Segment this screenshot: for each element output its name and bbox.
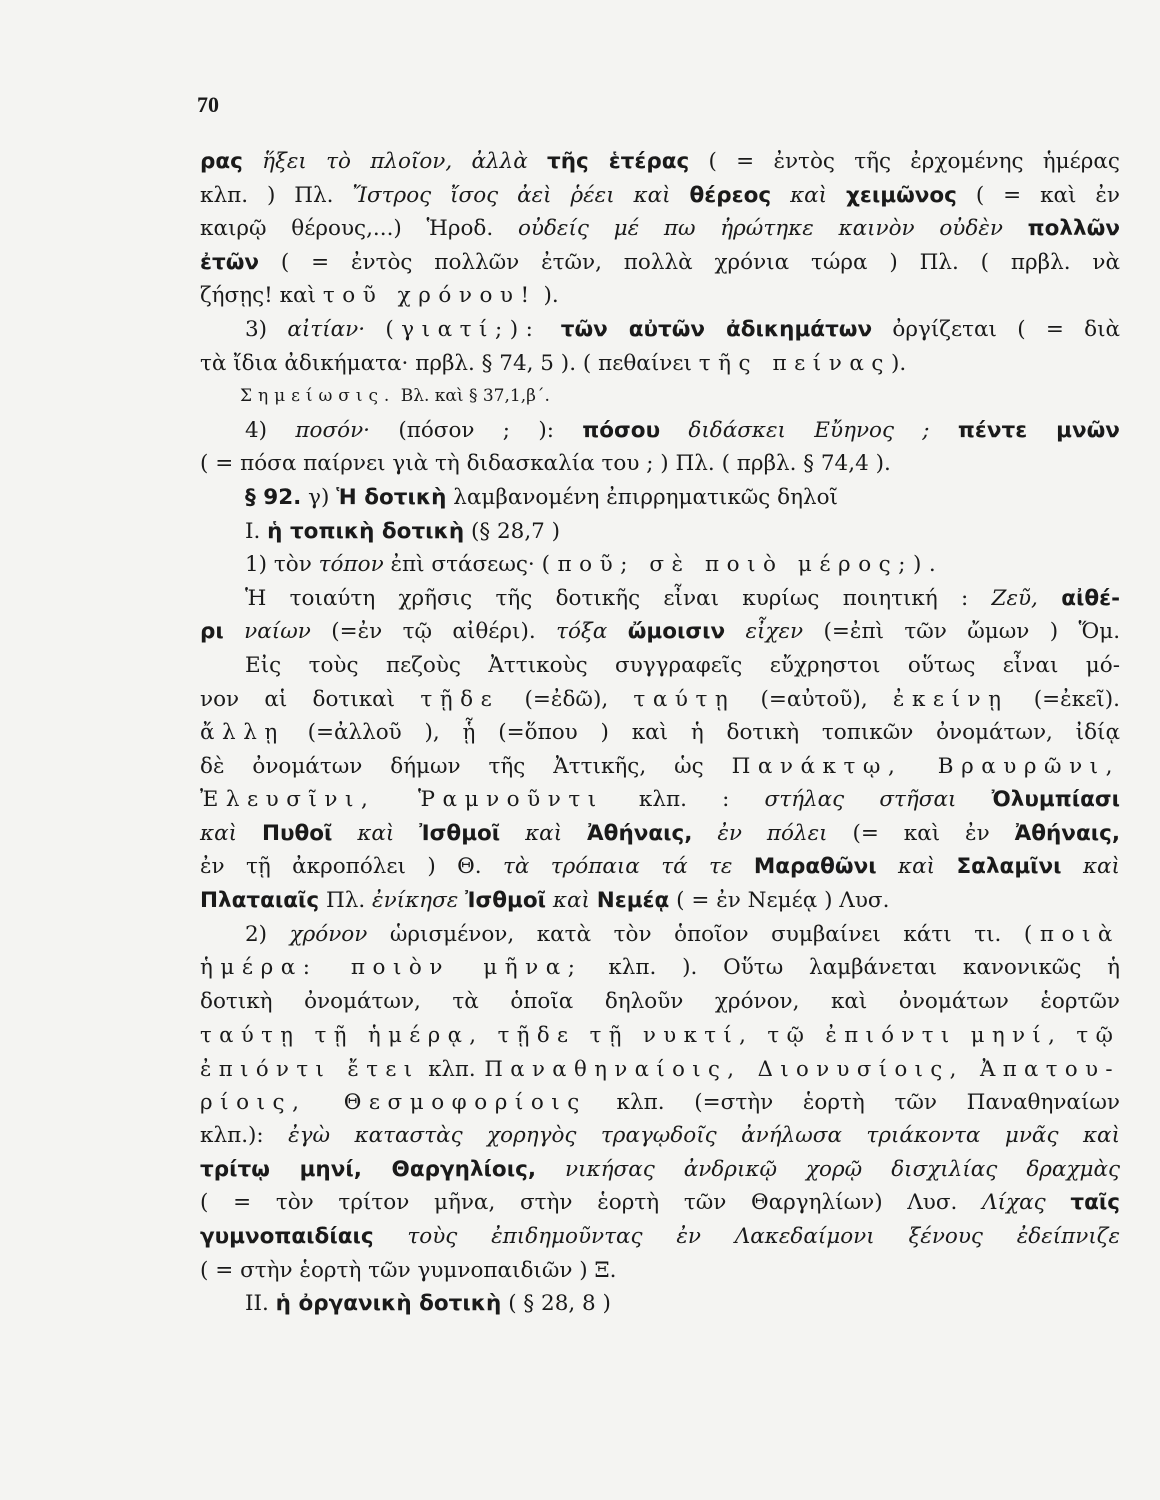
text-line: ρας ἥξει τὸ πλοῖον, ἀλλὰ τῆς ἑτέρας ( = ἐντὸς τῆς ἐρχομένης ἡμέρας bbox=[200, 149, 1120, 174]
text-line: ἄλλῃ (=ἀλλοῦ ), ᾗ (=ὅπου ) καὶ ἡ δοτικὴ τοπικῶν ὀνομάτων, ἰδίᾳ bbox=[200, 720, 1120, 746]
text-line: δὲ ὀνομάτων δήμων τῆς Ἀττικῆς, ὡς Πανάκτῳ, Βραυρῶνι, bbox=[200, 753, 1120, 779]
text-line: ἐτῶν ( = ἐντὸς πολλῶν ἐτῶν, πολλὰ χρόνια τώρα ) Πλ. ( πρβλ. νὰ bbox=[200, 249, 1120, 275]
text-line: νον αἱ δοτικαὶ τῇδε (=ἐδῶ), ταύτῃ (=αὐτοῦ), ἐκείνῃ (=ἐκεῖ). bbox=[200, 686, 1120, 712]
body-text bbox=[200, 145, 1120, 1321]
text-line: τρίτῳ μηνί, Θαργηλίοις, νικήσας ἀνδρικῷ χορῷ δισχιλίας δραχμὰς bbox=[200, 1156, 1120, 1182]
text-line: ( = πόσα παίρνει γιὰ τὴ διδασκαλία του ; ) Πλ. ( πρβλ. § 74,4 ). bbox=[200, 451, 891, 477]
text-line: 3) αἰτίαν· (γιατί;): τῶν αὐτῶν ἀδικημάτων ὀργίζεται ( = διὰ bbox=[245, 316, 1121, 342]
subsection-heading: ΙΙ. ἡ ὀργανικὴ δοτικὴ ( § 28, 8 ) bbox=[245, 1291, 611, 1317]
text-line: κλπ. ) Πλ. Ἴστρος ἴσος ἀεὶ ῥέει καὶ θέρεος καὶ χειμῶνος ( = καὶ ἐν bbox=[200, 182, 1120, 208]
text-line: ( = τὸν τρίτον μῆνα, στὴν ἑορτὴ τῶν Θαργηλίων) Λυσ. Λίχας ταῖς bbox=[200, 1190, 1120, 1216]
subsection-heading: Ι. ἡ τοπικὴ δοτικὴ (§ 28,7 ) bbox=[245, 518, 561, 544]
text-line: ρι ναίων (=ἐν τῷ αἰθέρι). τόξα ὤμοισιν εἶχεν (=ἐπὶ τῶν ὤμων ) Ὅμ. bbox=[200, 619, 1121, 645]
text-line: ( = στὴν ἑορτὴ τῶν γυμνοπαιδιῶν ) Ξ. bbox=[200, 1257, 617, 1283]
text-line: Πλαταιαῖς Πλ. ἐνίκησε Ἰσθμοῖ καὶ Νεμέᾳ ( = ἐν Νεμέᾳ ) Λυσ. bbox=[200, 888, 890, 914]
section-heading: § 92. γ) Ἡ δοτικὴ λαμβανομένη ἐπιρρηματικῶς δηλοῖ bbox=[245, 484, 838, 510]
text-line: 1) τὸν τόπον ἐπὶ στάσεως· (ποῦ; σὲ ποιὸ μέρος;). bbox=[245, 552, 944, 578]
text-line: ζήσῃς! καὶ τοῦ χρόνου! ). bbox=[200, 283, 559, 309]
text-line: ἐν τῇ ἀκροπόλει ) Θ. τὰ τρόπαια τά τε Μαραθῶνι καὶ Σαλαμῖνι καὶ bbox=[200, 854, 1120, 880]
text-line: κλπ.): ἐγὼ καταστὰς χορηγὸς τραγῳδοῖς ἀνήλωσα τριάκοντα μνᾶς καὶ bbox=[200, 1123, 1120, 1149]
text-line: δοτικὴ ὀνομάτων, τὰ ὁποῖα δηλοῦν χρόνον, καὶ ὀνομάτων ἑορτῶν bbox=[200, 988, 1120, 1014]
text-line: ρίοις, Θεσμοφορίοις κλπ. (=στὴν ἑορτὴ τῶν Παναθηναίων bbox=[200, 1089, 1120, 1115]
text-line: γυμνοπαιδίαις τοὺς ἐπιδημοῦντας ἐν Λακεδαίμονι ξένους ἐδείπνιζε bbox=[200, 1224, 1120, 1249]
text-line: Ἡ τοιαύτη χρῆσις τῆς δοτικῆς εἶναι κυρίως ποιητική : Ζεῦ, αἰθέ- bbox=[245, 585, 1120, 611]
text-line: καὶ Πυθοῖ καὶ Ἰσθμοῖ καὶ Ἀθήναις, ἐν πόλει (= καὶ ἐν Ἀθήναις, bbox=[200, 820, 1120, 846]
text-line: Ἐλευσῖνι, Ῥαμνοῦντι κλπ. : στήλας στῆσαι Ὀλυμπίασι bbox=[200, 787, 1120, 813]
text-line: ἐπιόντι ἔτει κλπ. Παναθηναίοις, Διονυσίοις, Ἀπατου- bbox=[200, 1056, 1120, 1082]
text-line: 2) χρόνον ὡρισμένον, κατὰ τὸν ὁποῖον συμβαίνει κάτι τι. (ποιὰ bbox=[245, 921, 1120, 947]
text-line: 4) ποσόν· (πόσον ; ): πόσου διδάσκει Εὔηνος ; πέντε μνῶν bbox=[245, 417, 1120, 443]
text-line: τὰ ἴδια ἀδικήματα· πρβλ. § 74, 5 ). ( πεθαίνει τῆς πείνας). bbox=[200, 350, 907, 376]
text-line: ἡμέρα: ποιὸν μῆνα; κλπ. ). Οὕτω λαμβάνεται κανονικῶς ἡ bbox=[200, 955, 1120, 981]
text-line: Εἰς τοὺς πεζοὺς Ἀττικοὺς συγγραφεῖς εὔχρηστοι οὕτως εἶναι μό- bbox=[245, 652, 1120, 678]
text-line: ταύτῃ τῇ ἡμέρᾳ, τῇδε τῇ νυκτί, τῷ ἐπιόντι μηνί, τῷ bbox=[200, 1022, 1121, 1048]
text-line: καιρῷ θέρους,...) Ἡροδ. οὐδείς μέ πω ἠρώτηκε καινὸν οὐδὲν πολλῶν bbox=[200, 216, 1120, 242]
note-line: Σημείωσις. Βλ. καὶ § 37,1,β΄. bbox=[240, 386, 550, 407]
page-number: 70 bbox=[197, 92, 219, 117]
